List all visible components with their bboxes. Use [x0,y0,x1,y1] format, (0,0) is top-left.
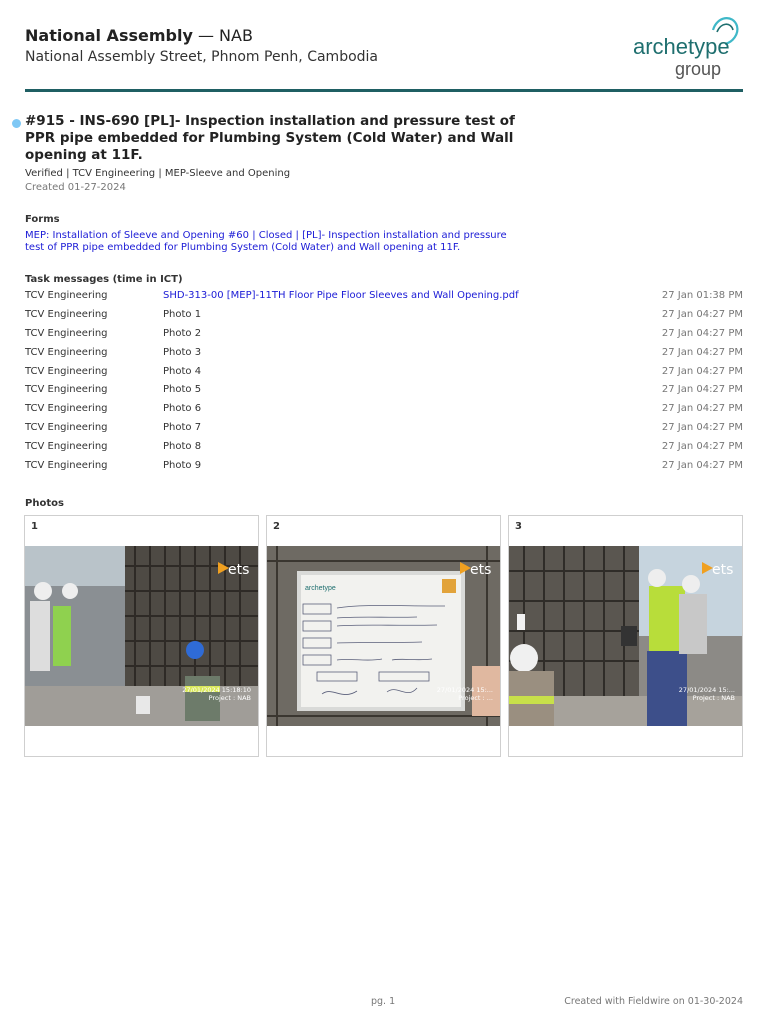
message-author: TCV Engineering [25,403,108,415]
site-photo[interactable] [267,546,500,726]
message-row [25,402,743,421]
task-title: #915 - INS-690 [PL]- Inspection installation and pressure test of PPR pipe embedded for Plumbing System (Cold Water) and Wall opening at 11F. [25,113,515,163]
photo-grid [24,515,744,757]
title-separator: — [192,26,220,45]
logo-subtitle: group [675,59,722,79]
created-with-note: Created with Fieldwire on 01-30-2024 [564,996,743,1007]
photo-card[interactable] [24,515,259,757]
watermark-brand: ets [712,562,734,578]
message-row [25,308,743,327]
project-name: National Assembly [25,26,193,45]
message-time: 27 Jan 01:38 PM [661,290,743,301]
message-text: Photo 8 [163,441,202,453]
photo-number: 3 [515,521,522,532]
photo-timestamp: 27/01/2024 15:... [436,686,493,694]
site-photo[interactable] [509,546,742,726]
message-row [25,383,743,402]
report-header [25,26,743,92]
status-dot [12,119,21,128]
message-author: TCV Engineering [25,460,108,472]
message-time: 27 Jan 04:27 PM [661,327,743,339]
message-author: TCV Engineering [25,290,108,301]
message-time: 27 Jan 04:27 PM [661,422,743,434]
message-time: 27 Jan 04:27 PM [661,308,743,320]
message-text: Photo 3 [163,346,202,358]
task-meta: Verified | TCV Engineering | MEP-Sleeve and Opening [25,168,291,179]
message-author: TCV Engineering [25,441,108,453]
message-row [25,289,743,308]
message-text: Photo 1 [163,308,202,320]
messages-list [25,289,743,478]
photo-timestamp: 27/01/2024 15:18:10 [182,686,251,694]
message-author: TCV Engineering [25,384,108,396]
watermark-brand: ets [470,562,492,578]
message-author: TCV Engineering [25,422,108,434]
task-created-date: Created 01-27-2024 [25,182,126,193]
message-time: 27 Jan 04:27 PM [661,346,743,358]
message-row [25,346,743,365]
board-brand: archetype [305,585,336,592]
message-time: 27 Jan 04:27 PM [661,384,743,396]
photo-project-stamp: Project : NAB [208,694,251,702]
task-summary [25,113,545,193]
message-time: 27 Jan 04:27 PM [661,365,743,377]
forms-heading: Forms [25,214,60,225]
message-row [25,365,743,384]
photo-project-stamp: Project : NAB [692,694,735,702]
messages-heading: Task messages (time in ICT) [25,274,183,285]
message-time: 27 Jan 04:27 PM [661,403,743,415]
logo-wordmark: archetype [633,34,730,59]
photo-number: 2 [273,521,280,532]
message-row [25,459,743,478]
message-author: TCV Engineering [25,365,108,377]
message-row [25,327,743,346]
project-code: NAB [219,26,253,45]
message-author: TCV Engineering [25,308,108,320]
message-row [25,421,743,440]
message-text: Photo 2 [163,327,202,339]
photo-number: 1 [31,521,38,532]
header-rule [25,89,743,92]
photo-card[interactable] [508,515,743,757]
page-number: pg. 1 [371,996,396,1007]
photo-project-stamp: Project : ... [458,694,493,702]
message-time: 27 Jan 04:27 PM [661,441,743,453]
message-text: Photo 4 [163,365,202,377]
message-attachment-link[interactable]: SHD-313-00 [MEP]-11TH Floor Pipe Floor Sleeves and Wall Opening.pdf [163,290,519,301]
message-text: Photo 7 [163,422,202,434]
photos-heading: Photos [25,498,64,509]
photo-timestamp: 27/01/2024 15:... [678,686,735,694]
message-text: Photo 9 [163,460,202,472]
message-author: TCV Engineering [25,346,108,358]
message-text: Photo 5 [163,384,202,396]
photo-card[interactable] [266,515,501,757]
message-author: TCV Engineering [25,327,108,339]
project-address: National Assembly Street, Phnom Penh, Cambodia [25,49,379,65]
form-link[interactable]: MEP: Installation of Sleeve and Opening #60 | Closed | [PL]- Inspection installation and pressure test of PPR pipe embedded for Plumbing System (Cold Water) and Wall opening at 11F. [25,230,507,253]
message-time: 27 Jan 04:27 PM [661,460,743,472]
message-text: Photo 6 [163,403,202,415]
watermark-brand: ets [228,562,250,578]
archetype-logo [633,14,743,80]
site-photo[interactable] [25,546,258,726]
message-row [25,440,743,459]
